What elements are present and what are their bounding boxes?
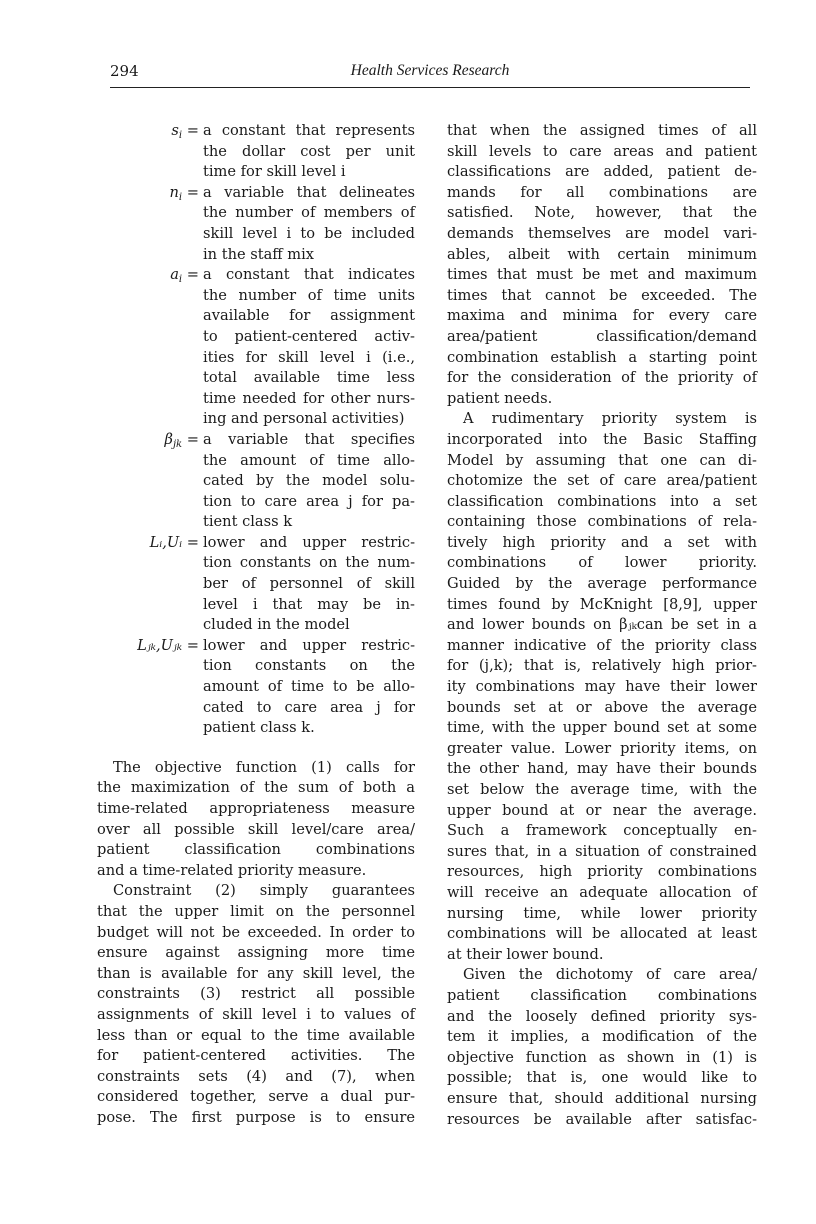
- text-line: tion constants on the: [203, 657, 415, 675]
- text-line: ber of personnel of skill: [203, 575, 415, 593]
- variable-symbol: $\beta_{jk}$ =: [164, 430, 199, 450]
- paragraph: [97, 758, 415, 882]
- text-line: lower and upper restric-: [203, 533, 415, 551]
- text-line: pose. The first purpose is to ensure: [97, 1108, 415, 1126]
- page-header: [110, 60, 750, 86]
- text-line: the dollar cost per unit: [203, 142, 415, 160]
- text-line: times found by McKnight [8,9], upper: [447, 595, 757, 613]
- text-line: satisfied. Note, however, that the: [447, 204, 757, 222]
- text-line: the number of time units: [203, 286, 415, 304]
- paragraph: [447, 965, 757, 1130]
- variable-definition: [125, 533, 415, 636]
- text-line: bounds set at or above the average: [447, 698, 757, 716]
- page-number: 294: [110, 62, 139, 80]
- text-line: objective function as shown in (1) is: [447, 1048, 757, 1066]
- text-line: assignments of skill level i to values of: [97, 1005, 415, 1023]
- text-line: manner indicative of the priority class: [447, 636, 757, 654]
- text-line: for patient-centered activities. The: [97, 1047, 415, 1065]
- text-line: and lower bounds on βⱼₖcan be set in a: [447, 616, 757, 634]
- text-line: that the upper limit on the personnel: [97, 902, 415, 920]
- text-line: set below the average time, with the: [447, 781, 757, 798]
- text-line: total available time less: [203, 369, 415, 387]
- variable-symbol: $s_i$ =: [171, 122, 199, 141]
- text-line: considered together, serve a dual pur-: [97, 1088, 415, 1106]
- text-line: the other hand, may have their bounds: [447, 760, 757, 778]
- text-line: the amount of time allo-: [203, 451, 415, 469]
- text-line: a constant that represents: [203, 122, 415, 139]
- paragraph: [447, 121, 757, 409]
- text-line: maxima and minima for every care: [447, 307, 757, 325]
- text-line: The objective function (1) calls for: [113, 758, 415, 776]
- text-line: for (j,k); that is, relatively high prior-: [447, 657, 757, 675]
- header-rule: [110, 87, 750, 88]
- text-line: skill levels to care areas and patient: [447, 142, 757, 160]
- text-line: tively high priority and a set with: [447, 533, 757, 551]
- text-line: upper bound at or near the average.: [447, 801, 757, 819]
- text-line: classification combinations into a set: [447, 492, 757, 510]
- right-column: [447, 121, 757, 1130]
- text-line: available for assignment: [203, 307, 415, 325]
- text-line: less than or equal to the time available: [97, 1026, 415, 1044]
- text-line: classifications are added, patient de-: [447, 163, 757, 181]
- text-line: Given the dichotomy of care area/: [463, 966, 757, 984]
- paragraph: [447, 409, 757, 965]
- text-line: tion to care area j for pa-: [203, 492, 415, 510]
- text-line: times that must be met and maximum: [447, 266, 757, 284]
- text-line: combinations will be allocated at least: [447, 925, 757, 943]
- text-line: Such a framework conceptually en-: [447, 822, 757, 840]
- text-line: greater value. Lower priority items, on: [447, 739, 757, 757]
- variable-definition: [125, 183, 415, 265]
- variable-definition: [125, 265, 415, 430]
- text-line: area/patient classification/demand: [447, 327, 757, 345]
- text-line: time needed for other nurs-: [203, 389, 415, 407]
- journal-title: Health Services Research: [350, 62, 510, 79]
- variable-definition: [125, 636, 415, 739]
- text-line: time-related appropriateness measure: [97, 800, 415, 817]
- text-line: the maximization of the sum of both a: [97, 779, 415, 797]
- text-line: will receive an adequate allocation of: [447, 883, 757, 901]
- text-line: chotomize the set of care area/patient: [447, 472, 757, 490]
- text-line: patient needs.: [447, 389, 553, 407]
- text-line: nursing time, while lower priority: [447, 904, 757, 922]
- text-line: and a time-related priority measure.: [97, 861, 367, 879]
- variable-symbol: Lⱼₖ,Uⱼₖ =: [137, 636, 199, 654]
- variable-symbol: Lᵢ,Uᵢ =: [149, 533, 199, 551]
- text-line: a variable that delineates: [203, 183, 415, 201]
- text-line: ing and personal activities): [203, 410, 405, 428]
- text-line: for the consideration of the priority of: [447, 369, 757, 387]
- text-line: the number of members of: [203, 204, 415, 222]
- variable-symbol: $n_i$ =: [169, 183, 199, 203]
- text-line: at their lower bound.: [447, 945, 604, 963]
- text-line: Model by assuming that one can di-: [447, 451, 757, 469]
- text-line: tion constants on the num-: [203, 554, 415, 572]
- text-line: patient class k.: [203, 719, 315, 737]
- text-line: mands for all combinations are: [447, 183, 757, 201]
- text-line: Guided by the average performance: [447, 575, 757, 593]
- text-line: demands themselves are model vari-: [447, 224, 757, 242]
- text-line: containing those combinations of rela-: [447, 513, 757, 531]
- text-line: tient class k: [203, 513, 293, 531]
- text-line: budget will not be exceeded. In order to: [97, 923, 415, 941]
- text-line: times that cannot be exceeded. The: [447, 286, 757, 304]
- text-line: combinations of lower priority.: [447, 554, 757, 572]
- text-line: than is available for any skill level, the: [97, 964, 415, 982]
- text-line: ity combinations may have their lower: [447, 678, 757, 696]
- text-line: patient classification combinations: [447, 986, 757, 1004]
- variable-definition: [125, 121, 415, 183]
- text-line: amount of time to be allo-: [203, 678, 415, 696]
- text-line: a variable that specifies: [203, 430, 415, 448]
- text-line: that when the assigned times of all: [447, 122, 757, 139]
- text-line: skill level i to be included: [203, 224, 415, 242]
- text-line: sures that, in a situation of constrained: [447, 842, 757, 860]
- text-line: ensure against assigning more time: [97, 944, 415, 962]
- text-line: to patient-centered activ-: [203, 327, 415, 345]
- left-column: [97, 121, 415, 1129]
- text-line: over all possible skill level/care area/: [97, 820, 415, 838]
- text-line: in the staff mix: [203, 245, 315, 263]
- text-line: a constant that indicates: [203, 266, 415, 284]
- text-line: resources, high priority combinations: [447, 863, 757, 881]
- text-line: lower and upper restric-: [203, 636, 415, 654]
- text-line: possible; that is, one would like to: [447, 1069, 757, 1087]
- text-line: Constraint (2) simply guarantees: [113, 882, 415, 900]
- text-line: combination establish a starting point: [447, 348, 757, 366]
- paragraph: [97, 881, 415, 1128]
- text-line: ables, albeit with certain minimum: [447, 245, 757, 263]
- text-line: level i that may be in-: [203, 595, 415, 613]
- variable-symbol: $a_i$ =: [170, 266, 199, 286]
- text-line: time for skill level i: [203, 163, 346, 181]
- text-line: resources be available after satisfac-: [447, 1110, 757, 1128]
- text-line: A rudimentary priority system is: [463, 410, 757, 428]
- text-line: time, with the upper bound set at some: [447, 719, 757, 737]
- text-line: and the loosely defined priority sys-: [447, 1007, 757, 1025]
- text-line: constraints sets (4) and (7), when: [97, 1067, 415, 1085]
- text-line: constraints (3) restrict all possible: [97, 985, 415, 1003]
- text-line: tem it implies, a modification of the: [447, 1028, 757, 1046]
- text-line: ities for skill level i (i.e.,: [203, 348, 415, 366]
- text-line: cated by the model solu-: [203, 472, 415, 490]
- text-line: ensure that, should additional nursing: [447, 1089, 757, 1107]
- text-line: patient classification combinations: [97, 841, 415, 859]
- variable-definition: [125, 430, 415, 533]
- text-line: cluded in the model: [203, 616, 350, 634]
- text-line: incorporated into the Basic Staffing: [447, 430, 757, 448]
- text-line: cated to care area j for: [203, 698, 415, 716]
